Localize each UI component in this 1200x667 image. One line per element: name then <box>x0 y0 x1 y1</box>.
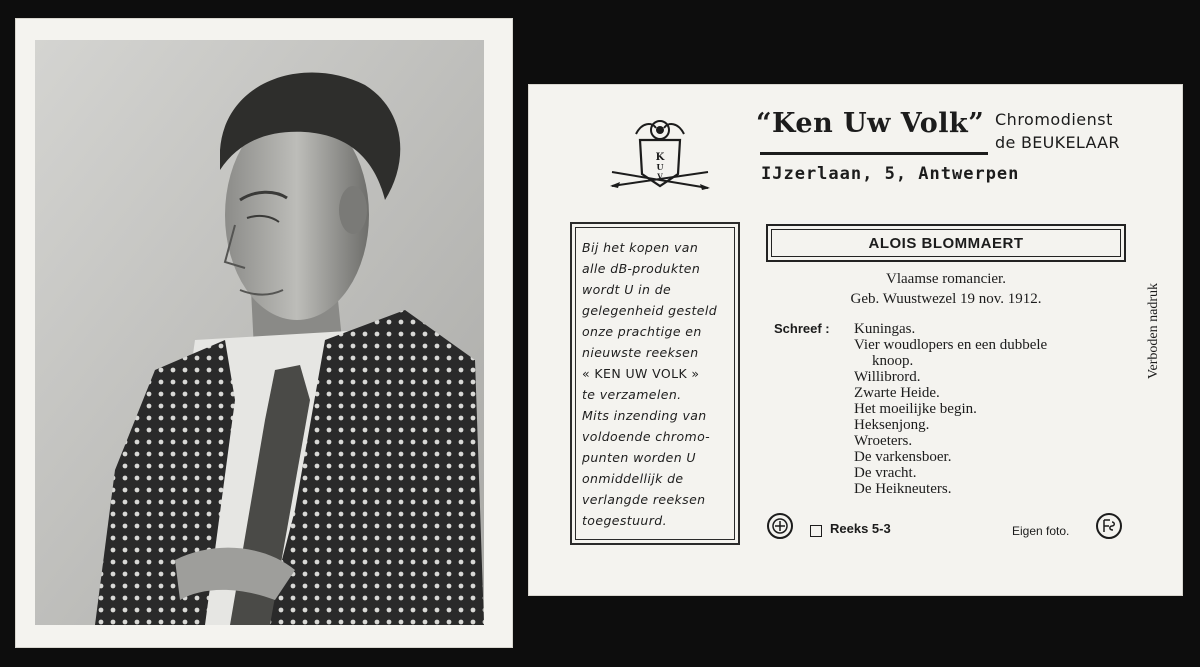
promo-line: nieuwste reeksen <box>582 345 699 360</box>
svg-text:K: K <box>655 152 665 163</box>
occupation: Vlaamse romancier. <box>886 271 1006 287</box>
promo-line: voldoende chromo- <box>582 429 711 444</box>
name-box-inner <box>771 229 1121 257</box>
round-stamp-right-icon <box>1095 512 1123 540</box>
svg-text:V: V <box>657 172 663 181</box>
promo-line: wordt U in de <box>582 282 672 297</box>
series-label: Reeks 5-3 <box>830 521 891 536</box>
work-title: De Heikneuters. <box>854 481 952 497</box>
card-front <box>15 18 513 648</box>
work-title: Kuningas. <box>854 321 916 337</box>
work-title: Zwarte Heide. <box>854 385 940 401</box>
promo-line: toegestuurd. <box>582 513 667 528</box>
verboden-nadruk-label: Verboden nadruk <box>1146 282 1161 379</box>
brand-title: “Ken Uw Volk” <box>756 108 985 139</box>
promo-line: gelegenheid gesteld <box>582 303 718 318</box>
work-title: De varkensboer. <box>854 449 952 465</box>
name-box <box>766 224 1126 262</box>
promo-line: « KEN UW VOLK » <box>582 366 700 381</box>
promo-line: verlangde reeksen <box>582 492 706 507</box>
chromodienst-label: Chromodienst <box>995 110 1113 129</box>
person-name: ALOIS BLOMMAERT <box>868 234 1024 252</box>
promo-line: Bij het kopen van <box>582 240 699 255</box>
work-title: Willibrord. <box>854 369 921 385</box>
promo-line: onze prachtige en <box>582 324 702 339</box>
promo-line: alle dB-produkten <box>582 261 701 276</box>
portrait-photo-illustration <box>35 40 484 625</box>
kuv-shield-crest-icon <box>606 116 714 198</box>
work-title: knoop. <box>872 353 914 369</box>
promo-box <box>570 222 740 545</box>
schreef-label: Schreef : <box>774 321 830 336</box>
card-back <box>528 84 1183 596</box>
promo-line: onmiddellijk de <box>582 471 684 486</box>
beukelaar-label: de BEUKELAAR <box>995 133 1120 152</box>
portrait-photo <box>35 40 484 625</box>
address: IJzerlaan, 5, Antwerpen <box>761 164 1020 184</box>
brand-underline <box>760 152 988 155</box>
work-title: Heksenjong. <box>854 417 930 433</box>
birth-info: Geb. Wuustwezel 19 nov. 1912. <box>850 291 1042 307</box>
promo-line: punten worden U <box>582 450 696 465</box>
work-title: Het moeilijke begin. <box>854 401 977 417</box>
square-box-icon <box>810 525 822 537</box>
svg-text:U: U <box>656 162 664 172</box>
promo-line: Mits inzending van <box>582 408 707 423</box>
work-title: De vracht. <box>854 465 917 481</box>
work-title: Wroeters. <box>854 433 913 449</box>
photo-credit: Eigen foto. <box>1012 524 1070 538</box>
work-title: Vier woudlopers en een dubbele <box>854 337 1048 353</box>
round-stamp-left-icon <box>766 512 794 540</box>
promo-line: te verzamelen. <box>582 387 682 402</box>
